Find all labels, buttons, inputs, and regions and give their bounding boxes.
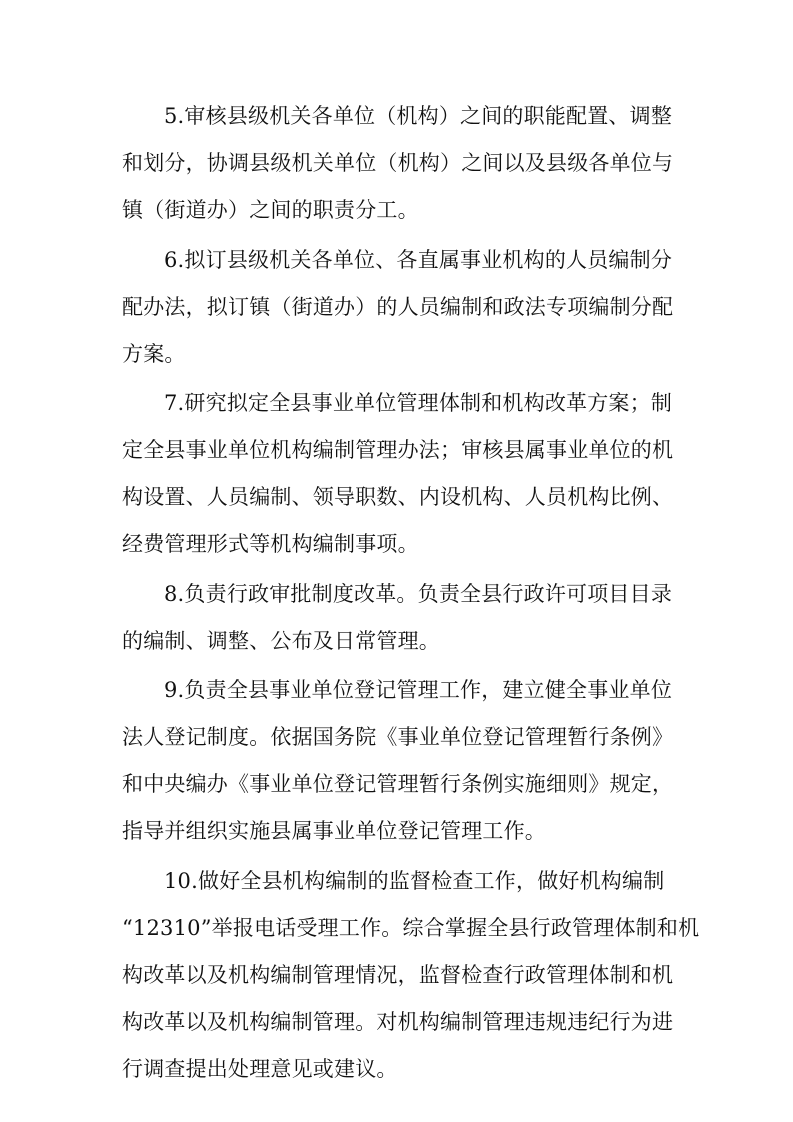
paragraph-9-line-4: [0, 809, 793, 853]
text-run: 和中央编办《事业单位登记管理暂行条例实施细则》规定，: [122, 772, 674, 796]
paragraph-10-line-3: [0, 953, 793, 997]
text-run: 镇（街道办）之间的职责分工。: [122, 198, 419, 222]
paragraph-9-line-1: [0, 668, 793, 712]
paragraph-6-line-1: [0, 238, 793, 282]
paragraph-9-line-2: [0, 715, 793, 759]
text-run: 的编制、调整、公布及日常管理。: [122, 629, 440, 653]
paragraph-10-line-1: [0, 859, 793, 903]
text-run: 构设置、人员编制、领导职数、内设机构、人员机构比例、: [122, 485, 674, 509]
paragraph-5-line-2: [0, 141, 793, 185]
text-run: 定全县事业单位机构编制管理办法；审核县属事业单位的机: [122, 438, 674, 462]
paragraph-8-line-2: [0, 619, 793, 663]
text-run: 方案。: [122, 342, 186, 366]
text-run: 和划分，协调县级机关单位（机构）之间以及县级各单位与: [122, 151, 674, 175]
text-run: “12310”举报电话受理工作。综合掌握全县行政管理体制和机: [122, 916, 700, 940]
paragraph-7-line-1: [0, 381, 793, 425]
text-run: 指导并组织实施县属事业单位登记管理工作。: [122, 819, 546, 843]
text-run: 6.拟订县级机关各单位、各直属事业机构的人员编制分: [164, 248, 673, 272]
paragraph-7-line-4: [0, 522, 793, 566]
text-run: 构改革以及机构编制管理情况，监督检查行政管理体制和机: [122, 963, 674, 987]
paragraph-7-line-3: [0, 475, 793, 519]
paragraph-10-line-4: [0, 1000, 793, 1044]
paragraph-7-line-2: [0, 428, 793, 472]
text-run: 5.审核县级机关各单位（机构）之间的职能配置、调整: [164, 104, 673, 128]
paragraph-5-line-1: [0, 94, 793, 138]
text-run: 构改革以及机构编制管理。对机构编制管理违规违纪行为进: [122, 1010, 674, 1034]
paragraph-6-line-2: [0, 285, 793, 329]
text-run: 8.负责行政审批制度改革。负责全县行政许可项目目录: [164, 582, 673, 606]
paragraph-6-line-3: [0, 332, 793, 376]
text-run: 配办法，拟订镇（街道办）的人员编制和政法专项编制分配: [122, 295, 674, 319]
text-run: 7.研究拟定全县事业单位管理体制和机构改革方案；制: [164, 391, 673, 415]
paragraph-9-line-3: [0, 762, 793, 806]
paragraph-5-line-3: [0, 188, 793, 232]
text-run: 法人登记制度。依据国务院《事业单位登记管理暂行条例》: [122, 725, 674, 749]
paragraph-8-line-1: [0, 572, 793, 616]
text-run: 9.负责全县事业单位登记管理工作，建立健全事业单位: [164, 678, 673, 702]
paragraph-10-line-2: [0, 906, 793, 950]
paragraph-10-line-5: [0, 1047, 793, 1091]
text-run: 10.做好全县机构编制的监督检查工作，做好机构编制: [164, 869, 665, 893]
text-run: 经费管理形式等机构编制事项。: [122, 532, 419, 556]
text-run: 行调查提出处理意见或建议。: [122, 1057, 398, 1081]
